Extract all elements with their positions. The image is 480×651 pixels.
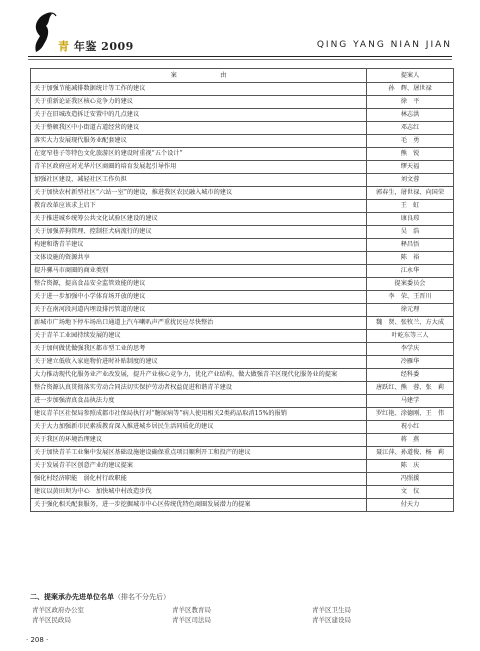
proposal-subject: 大力推动现代化服务业产业改发展，提升产业核心竞争力，优化产业结构，做大做强青羊区现代化服务业的提案 bbox=[31, 369, 367, 382]
proposal-subject: 关于加快农村新型社区“六站一室”的建设，推进我区农民融入城市的建议 bbox=[31, 187, 367, 200]
header-divider-thin bbox=[28, 59, 452, 60]
proposer-name: 孙 辉、屠世禄 bbox=[367, 83, 454, 96]
org-name: 青羊区司法局 bbox=[172, 616, 211, 624]
proposer-name: 毛 勇 bbox=[367, 135, 454, 148]
proposal-subject: 关于强化相关配套服务，进一步挖掘城市中心区传统优特色商圈发展潜力的提案 bbox=[31, 499, 367, 512]
table-row bbox=[31, 499, 454, 512]
proposal-subject: 加强社区建设，减轻社区工作负担 bbox=[31, 174, 367, 187]
proposer-name: 刘文蓉 bbox=[367, 174, 454, 187]
proposal-subject: 进一步加强清真食品执法力度 bbox=[31, 395, 367, 408]
proposer-name: 徐元理 bbox=[367, 304, 454, 317]
proposal-subject: 构建和谐青羊建议 bbox=[31, 239, 367, 252]
yearbook-title: 青 年鉴 2009 bbox=[58, 40, 134, 53]
table-row bbox=[31, 109, 454, 122]
proposal-subject: 关于发展青羊区创意产业的建议提案 bbox=[31, 460, 367, 473]
table-row bbox=[31, 96, 454, 109]
proposer-name: 魏 贤、张牧兰、方大成 bbox=[367, 317, 454, 330]
table-row bbox=[31, 421, 454, 434]
proposer-name: 唐跃红、熊 蓉、张 莉 bbox=[367, 382, 454, 395]
proposal-subject: 建议青羊区社保局参照成都市社保局执行对“糖尿病等”病人使用相关2类药品取消15%的报销 bbox=[31, 408, 367, 421]
proposal-subject: 教育改革应该求上启下 bbox=[31, 200, 367, 213]
table-row bbox=[31, 291, 454, 304]
table-row bbox=[31, 330, 454, 343]
proposal-subject: 关于加强养狗管理、控制狂犬病流行的建议 bbox=[31, 226, 367, 239]
table-body bbox=[31, 83, 454, 512]
page-number: · 208 · bbox=[26, 636, 49, 644]
proposal-subject: 落实大力发展现代服务业配套建议 bbox=[31, 135, 367, 148]
proposal-subject: 关于推进城乡统筹公共文化试验区建设的建议 bbox=[31, 213, 367, 226]
table-row bbox=[31, 369, 454, 382]
proposer-name: 祝小红 bbox=[367, 421, 454, 434]
org-row bbox=[32, 605, 452, 615]
table-header-row bbox=[31, 69, 454, 83]
proposal-subject: 关于加快青羊工业集中发展区基础设施建设确保重点项目顺利开工和投产的建议 bbox=[31, 447, 367, 460]
org-row bbox=[32, 615, 452, 625]
org-name: 青羊区政府办公室 bbox=[32, 606, 84, 614]
table-row bbox=[31, 343, 454, 356]
table-row bbox=[31, 278, 454, 291]
org-name: 青羊区卫生局 bbox=[312, 606, 351, 614]
proposals-table bbox=[30, 68, 454, 512]
header-divider bbox=[28, 56, 452, 57]
table-row bbox=[31, 239, 454, 252]
proposer-name: 康良琼 bbox=[367, 213, 454, 226]
proposer-name: 李 荣、王晋川 bbox=[367, 291, 454, 304]
table-row bbox=[31, 213, 454, 226]
table-row bbox=[31, 200, 454, 213]
proposal-subject: 青羊区政府应对光华片区商圈的培育发展起引导作用 bbox=[31, 161, 367, 174]
proposal-subject: 关于在旧城改造拆迁安置中的几点建议 bbox=[31, 109, 367, 122]
yearbook-logo-icon bbox=[28, 10, 58, 54]
proposal-subject: 关于大力加强新市民素质教育深入推进城乡居民生活同质化的建议 bbox=[31, 421, 367, 434]
table-row bbox=[31, 135, 454, 148]
proposal-subject: 关于重新论证我区核心竞争力的建议 bbox=[31, 96, 367, 109]
section-heading: 二、提案承办先进单位名单 bbox=[30, 593, 114, 601]
proposer-name: 马建学 bbox=[367, 395, 454, 408]
proposal-subject: 建议以黄田坝为中心 加快城中村改造步伐 bbox=[31, 486, 367, 499]
org-name: 青羊区建设局 bbox=[312, 616, 351, 624]
table-row bbox=[31, 460, 454, 473]
proposal-subject: 强化村经济职能 弱化村行政职能 bbox=[31, 473, 367, 486]
proposal-subject: 关于加强节能减排数据统计等工作的建议 bbox=[31, 83, 367, 96]
yearbook-title-en: QING YANG NIAN JIAN bbox=[316, 40, 452, 50]
table-row bbox=[31, 252, 454, 265]
proposal-subject: 在宽窄巷子等特色文化旅游区的建设时重视“五个设计” bbox=[31, 148, 367, 161]
proposer-name: 付天力 bbox=[367, 499, 454, 512]
proposal-subject: 新城市广场地下停车场出口通道上汽车喇叭声严重扰民应尽快整治 bbox=[31, 317, 367, 330]
proposal-subject: 整合资源认真贯彻落实劳动合同法切实保护劳动者权益促进和谐青羊建设 bbox=[31, 382, 367, 395]
proposer-name: 缪天福 bbox=[367, 161, 454, 174]
proposer-name: 陈 庆 bbox=[367, 460, 454, 473]
proposal-subject: 关于整顿我区中小街道占道经营的建议 bbox=[31, 122, 367, 135]
proposer-name: 文 仪 bbox=[367, 486, 454, 499]
proposer-name: 经科委 bbox=[367, 369, 454, 382]
table-row bbox=[31, 226, 454, 239]
proposer-name: 冷雁华 bbox=[367, 356, 454, 369]
table-row bbox=[31, 473, 454, 486]
table-row bbox=[31, 161, 454, 174]
proposer-name: 提案委员会 bbox=[367, 278, 454, 291]
proposal-subject: 关于加何做优做强我区都市型工业的思考 bbox=[31, 343, 367, 356]
table-row bbox=[31, 434, 454, 447]
proposal-subject: 关于建立低收入家庭物价进时补贴制度的建议 bbox=[31, 356, 367, 369]
table-row bbox=[31, 265, 454, 278]
proposal-subject: 关于在南河段河道内埋设排污管道的建议 bbox=[31, 304, 367, 317]
proposal-subject: 文体设施的资源共享 bbox=[31, 252, 367, 265]
org-name: 青羊区教育局 bbox=[172, 606, 211, 614]
proposer-name: 徐 平 bbox=[367, 96, 454, 109]
section-note: （排名不分先后） bbox=[114, 593, 170, 601]
table-row bbox=[31, 304, 454, 317]
proposer-name: 陈 裕 bbox=[367, 252, 454, 265]
proposer-name: 冯照援 bbox=[367, 473, 454, 486]
proposer-name: 郭春生，屠世禄、向国荣 bbox=[367, 187, 454, 200]
table-row bbox=[31, 395, 454, 408]
table-row bbox=[31, 356, 454, 369]
proposer-name: 吴 浩 bbox=[367, 226, 454, 239]
table-row bbox=[31, 174, 454, 187]
proposer-name: 江永华 bbox=[367, 265, 454, 278]
proposal-subject: 关于青羊工业园持续发展的建议 bbox=[31, 330, 367, 343]
proposer-name: 李学庆 bbox=[367, 343, 454, 356]
table-row bbox=[31, 317, 454, 330]
table-row bbox=[31, 148, 454, 161]
table-row bbox=[31, 83, 454, 96]
proposal-subject: 整合资源，提高食品安全监管效能的建议 bbox=[31, 278, 367, 291]
table-row bbox=[31, 486, 454, 499]
column-header-proposer: 提案人 bbox=[367, 69, 454, 83]
org-list bbox=[32, 605, 452, 625]
proposer-name: 释昌悟 bbox=[367, 239, 454, 252]
proposer-name: 王 虹 bbox=[367, 200, 454, 213]
proposer-name: 叶屹东等三人 bbox=[367, 330, 454, 343]
org-name: 青羊区民政局 bbox=[32, 616, 71, 624]
column-header-subject: 案 由 bbox=[31, 69, 367, 83]
proposer-name: 罗红艳、涂德刚、王 伟 bbox=[367, 408, 454, 421]
table-row bbox=[31, 122, 454, 135]
proposal-subject: 关于进一步加强中小学体育场开放的建议 bbox=[31, 291, 367, 304]
table-row bbox=[31, 447, 454, 460]
proposal-subject: 提升骡马市商圈的商业类别 bbox=[31, 265, 367, 278]
table-row bbox=[31, 408, 454, 421]
proposer-name: 熊 锐 bbox=[367, 148, 454, 161]
table-row bbox=[31, 187, 454, 200]
proposer-name: 聂江萍、孙道俊、杨 莉 bbox=[367, 447, 454, 460]
proposer-name: 林志洪 bbox=[367, 109, 454, 122]
proposer-name: 邓志红 bbox=[367, 122, 454, 135]
page-header bbox=[0, 0, 480, 64]
proposal-subject: 关于我区的环境治理建议 bbox=[31, 434, 367, 447]
table-row bbox=[31, 382, 454, 395]
section-title bbox=[30, 592, 170, 602]
proposer-name: 蒋 燕 bbox=[367, 434, 454, 447]
